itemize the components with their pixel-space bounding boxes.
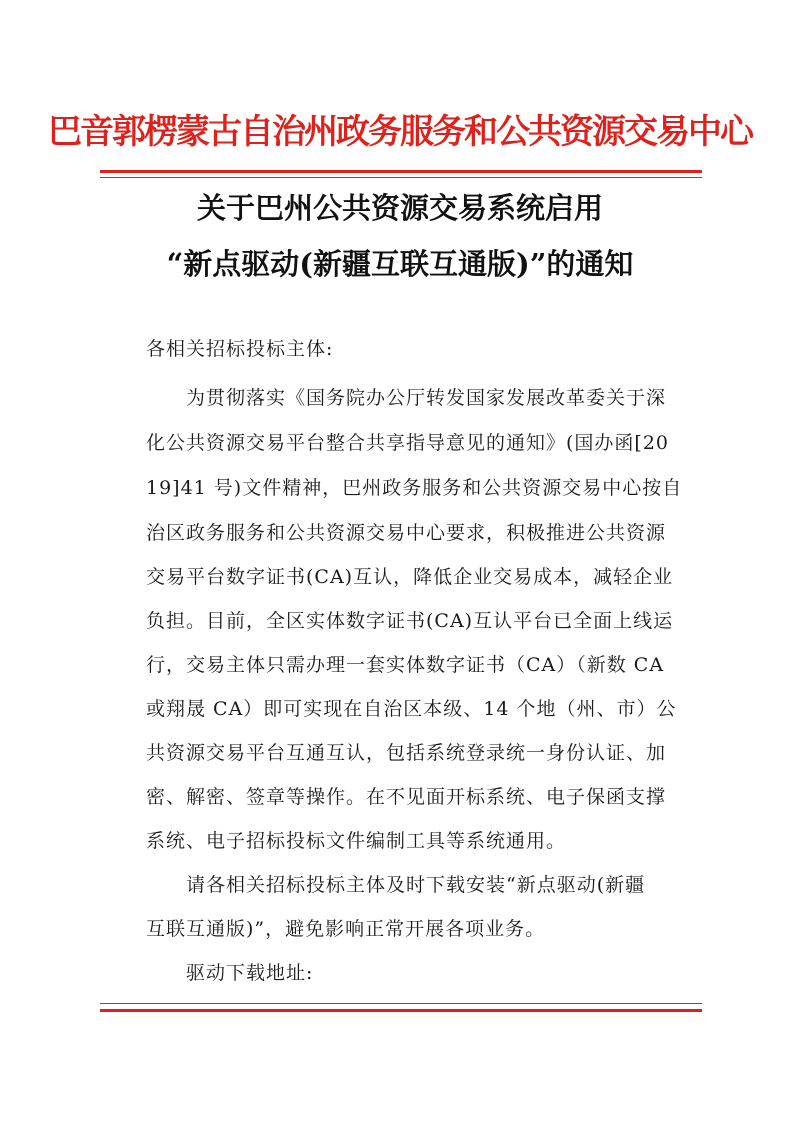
letterhead-rule-thin xyxy=(100,177,702,178)
paragraph1-line: 行，交易主体只需办理一套实体数字证书（CA）（新数 CA xyxy=(146,654,665,676)
paragraph1-line: 系统、电子招标投标文件编制工具等系统通用。 xyxy=(146,830,567,852)
paragraph1-line: 负担。目前，全区实体数字证书(CA)互认平台已全面上线运 xyxy=(146,610,674,632)
paragraph2-line: 互联互通版)”，避免影响正常开展各项业务。 xyxy=(146,918,546,940)
letterhead-org-name: 巴音郭楞蒙古自治州政务服务和公共资源交易中心 xyxy=(48,112,752,152)
paragraph1-line: 19]41 号)文件精神，巴州政务服务和公共资源交易中心按自 xyxy=(146,477,683,499)
download-address-label: 驱动下载地址: xyxy=(186,962,314,984)
paragraph1-line: 密、解密、签章等操作。在不见面开标系统、电子保函支撑 xyxy=(146,786,667,808)
notice-title-line2: “新点驱动(新疆互联互通版)”的通知 xyxy=(166,247,634,281)
paragraph2-line: 请各相关招标投标主体及时下载安装“新点驱动(新疆 xyxy=(186,874,646,896)
paragraph1-line: 交易平台数字证书(CA)互认，降低企业交易成本，减轻企业 xyxy=(146,566,674,588)
footer-rule-thin xyxy=(100,1003,702,1004)
paragraph1-line: 治区政务服务和公共资源交易中心要求，积极推进公共资源 xyxy=(146,522,667,544)
letterhead-rule-thick xyxy=(100,170,702,173)
paragraph1-line: 为贯彻落实《国务院办公厅转发国家发展改革委关于深 xyxy=(186,387,667,409)
paragraph1-line: 或翔晟 CA）即可实现在自治区本级、14 个地（州、市）公 xyxy=(146,698,677,720)
notice-title-line1: 关于巴州公共资源交易系统启用 xyxy=(196,191,603,225)
salutation: 各相关招标投标主体: xyxy=(146,338,334,360)
paragraph1-line: 共资源交易平台互通互认，包括系统登录统一身份认证、加 xyxy=(146,742,667,764)
paragraph1-line: 化公共资源交易平台整合共享指导意见的通知》(国办函[20 xyxy=(146,432,670,454)
footer-rule-thick xyxy=(100,1009,702,1012)
